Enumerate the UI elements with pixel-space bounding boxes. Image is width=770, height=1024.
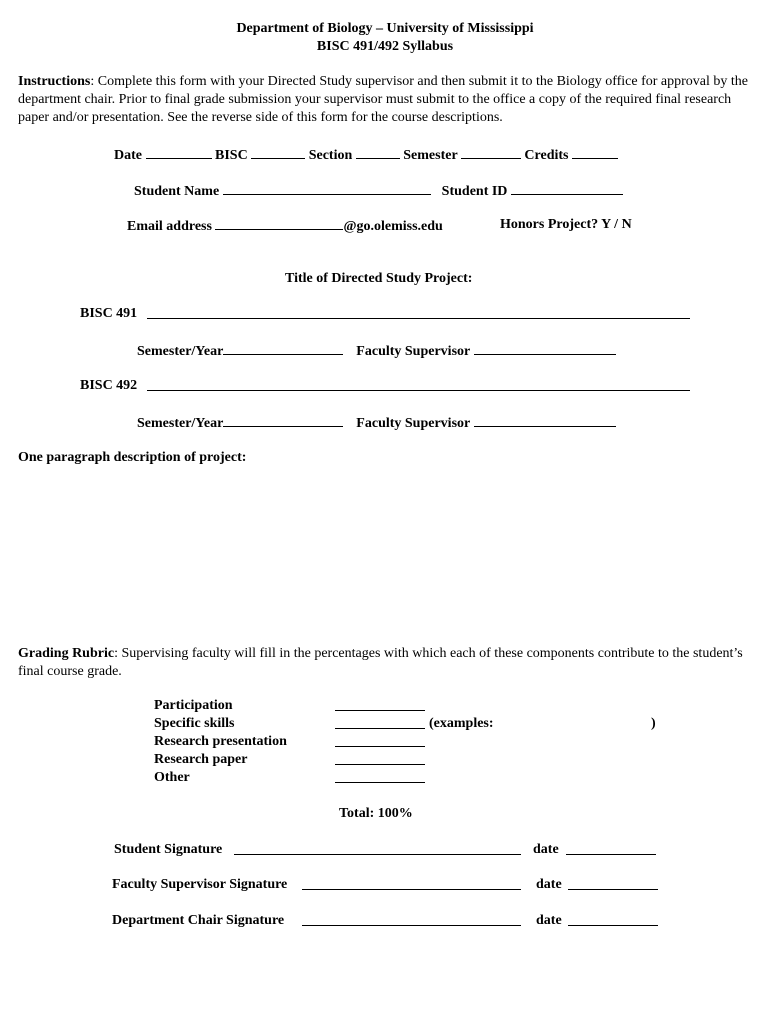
student-signature-line[interactable]	[234, 854, 521, 855]
bisc491-semester-row	[137, 341, 616, 360]
chair-signature-label: Department Chair Signature	[112, 913, 285, 928]
bisc491-title-line[interactable]	[147, 318, 690, 319]
faculty-signature-line[interactable]	[302, 889, 521, 890]
bisc492-label: BISC 492	[80, 378, 138, 393]
presentation-percent-line[interactable]	[335, 746, 425, 747]
instructions-paragraph	[18, 73, 754, 127]
bisc492-supervisor-label: Faculty Supervisor	[356, 416, 470, 431]
project-title-label: Title of Directed Study Project:	[285, 271, 473, 286]
email-input-line[interactable]	[215, 216, 343, 230]
chair-date-label: date	[536, 913, 562, 928]
student-signature-label: Student Signature	[114, 842, 223, 857]
semester-label: Semester	[403, 148, 458, 163]
date-input-line[interactable]	[146, 145, 212, 159]
bisc491-label: BISC 491	[80, 306, 138, 321]
grading-rubric-text: : Supervising faculty will fill in the percentages with which each of these components contribute to the student’s final course grade.	[18, 646, 743, 679]
student-date-line[interactable]	[566, 854, 656, 855]
bisc492-semester-row	[137, 413, 616, 432]
rubric-item: Participation	[154, 698, 233, 713]
examples-label: (examples:	[429, 716, 494, 731]
bisc492-supervisor-input-line[interactable]	[474, 413, 616, 427]
credits-input-line[interactable]	[572, 145, 618, 159]
date-label: Date	[114, 148, 142, 163]
document-title: Department of Biology – University of Mississippi	[236, 21, 534, 36]
student-name-input-line[interactable]	[223, 181, 431, 195]
instructions-label: Instructions	[18, 74, 91, 89]
examples-close-paren: )	[651, 716, 656, 731]
bisc-label: BISC	[215, 148, 248, 163]
bisc491-semester-label: Semester/Year	[137, 344, 224, 359]
bisc491-supervisor-input-line[interactable]	[474, 341, 616, 355]
document-subtitle: BISC 491/492 Syllabus	[316, 39, 454, 54]
credits-label: Credits	[524, 148, 569, 163]
bisc491-supervisor-label: Faculty Supervisor	[356, 344, 470, 359]
honors-project-question: Honors Project? Y / N	[500, 217, 632, 232]
description-label: One paragraph description of project:	[18, 450, 247, 465]
faculty-date-line[interactable]	[568, 889, 658, 890]
student-name-row	[134, 181, 623, 200]
rubric-item: Other	[154, 770, 190, 785]
bisc492-semester-input-line[interactable]	[223, 413, 343, 427]
faculty-signature-label: Faculty Supervisor Signature	[112, 877, 288, 892]
section-input-line[interactable]	[356, 145, 400, 159]
other-percent-line[interactable]	[335, 782, 425, 783]
paper-percent-line[interactable]	[335, 764, 425, 765]
rubric-item: Research paper	[154, 752, 248, 767]
email-row	[127, 216, 443, 235]
student-id-input-line[interactable]	[511, 181, 623, 195]
grading-rubric-paragraph	[18, 645, 754, 681]
chair-signature-line[interactable]	[302, 925, 521, 926]
student-date-label: date	[533, 842, 559, 857]
student-name-label: Student Name	[134, 184, 220, 199]
faculty-date-label: date	[536, 877, 562, 892]
grading-rubric-label: Grading Rubric	[18, 646, 115, 661]
email-label: Email address	[127, 219, 212, 234]
date-field-row	[114, 145, 618, 164]
specific-skills-percent-line[interactable]	[335, 728, 425, 729]
email-domain: @go.olemiss.edu	[343, 219, 443, 234]
bisc492-title-line[interactable]	[147, 390, 690, 391]
rubric-item: Research presentation	[154, 734, 287, 749]
instructions-text: : Complete this form with your Directed Study supervisor and then submit it to the Biology office for approval by the department chair. Prior to final grade submission your supervisor must submit to the office a copy of the required final research paper and/or presentation. See the reverse side of this form for the course descriptions.	[18, 74, 748, 125]
section-label: Section	[308, 148, 353, 163]
participation-percent-line[interactable]	[335, 710, 425, 711]
student-id-label: Student ID	[441, 184, 508, 199]
rubric-total: Total: 100%	[339, 806, 413, 821]
bisc-input-line[interactable]	[251, 145, 305, 159]
chair-date-line[interactable]	[568, 925, 658, 926]
bisc492-semester-label: Semester/Year	[137, 416, 224, 431]
semester-input-line[interactable]	[461, 145, 521, 159]
rubric-item: Specific skills	[154, 716, 235, 731]
bisc491-semester-input-line[interactable]	[223, 341, 343, 355]
